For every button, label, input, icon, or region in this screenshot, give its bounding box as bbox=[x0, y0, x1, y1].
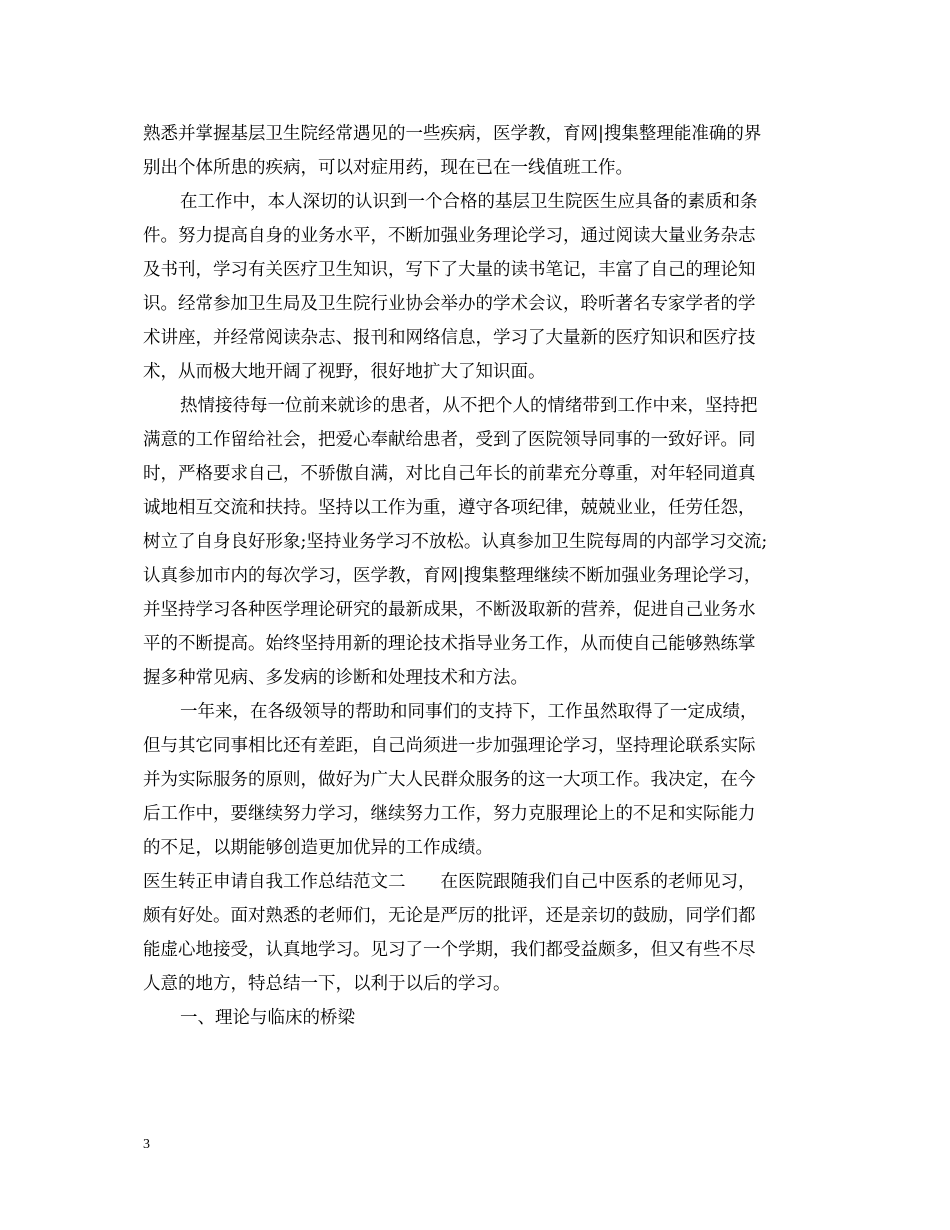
text-line: 的不足，以期能够创造更加优异的工作成绩。 bbox=[143, 838, 493, 858]
text-line: 识。经常参加卫生局及卫生院行业协会举办的学术会议，聆听著名专家学者的学 bbox=[143, 294, 756, 314]
document-body bbox=[143, 117, 809, 1035]
paragraph-start-line: 在工作中，本人深切的认识到一个合格的基层卫生院医生应具备的素质和条 bbox=[180, 192, 758, 212]
paragraph-start-line: 一年来，在各级领导的帮助和同事们的支持下，工作虽然取得了一定成绩， bbox=[180, 702, 758, 722]
text-line: 别出个体所患的疾病，可以对症用药，现在已在一线值班工作。 bbox=[143, 158, 633, 178]
text-line: 熟悉并掌握基层卫生院经常遇见的一些疾病，医学教，育网|搜集整理能准确的界 bbox=[143, 124, 762, 144]
text-line: 平的不断提高。始终坚持用新的理论技术指导业务工作，从而使自己能够熟练掌 bbox=[143, 634, 756, 654]
text-line: 人意的地方，特总结一下，以利于以后的学习。 bbox=[143, 974, 511, 994]
text-line: 并为实际服务的原则，做好为广大人民群众服务的这一大项工作。我决定，在今 bbox=[143, 770, 756, 790]
text-line: 时，严格要求自己，不骄傲自满，对比自己年长的前辈充分尊重，对年轻同道真 bbox=[143, 464, 756, 484]
text-line: 认真参加市内的每次学习，医学教，育网|搜集整理继续不断加强业务理论学习， bbox=[143, 566, 762, 586]
section-heading: 一、理论与临床的桥梁 bbox=[180, 1008, 355, 1028]
text-line: 术，从而极大地开阔了视野，很好地扩大了知识面。 bbox=[143, 362, 546, 382]
text-line: 并坚持学习各种医学理论研究的最新成果，不断汲取新的营养，促进自己业务水 bbox=[143, 600, 756, 620]
text-line: 诚地相互交流和扶持。坚持以工作为重，遵守各项纪律，兢兢业业，任劳任怨， bbox=[143, 498, 756, 518]
text-line: 握多种常见病、多发病的诊断和处理技术和方法。 bbox=[143, 668, 528, 688]
text-line: 后工作中，要继续努力学习，继续努力工作，努力克服理论上的不足和实际能力 bbox=[143, 804, 756, 824]
text-line: 满意的工作留给社会，把爱心奉献给患者，受到了医院领导同事的一致好评。同 bbox=[143, 430, 756, 450]
text-line: 但与其它同事相比还有差距，自己尚须进一步加强理论学习，坚持理论联系实际 bbox=[143, 736, 756, 756]
page-number: 3 bbox=[143, 1137, 150, 1152]
section-title-line: 医生转正申请自我工作总结范文二 在医院跟随我们自己中医系的老师见习， bbox=[143, 872, 756, 892]
text-line: 件。努力提高自身的业务水平，不断加强业务理论学习，通过阅读大量业务杂志 bbox=[143, 226, 756, 246]
text-line: 及书刊，学习有关医疗卫生知识，写下了大量的读书笔记，丰富了自己的理论知 bbox=[143, 260, 756, 280]
text-line: 颇有好处。面对熟悉的老师们，无论是严厉的批评，还是亲切的鼓励，同学们都 bbox=[143, 906, 756, 926]
paragraph-start-line: 热情接待每一位前来就诊的患者，从不把个人的情绪带到工作中来，坚持把 bbox=[180, 396, 758, 416]
text-line: 树立了自身良好形象;坚持业务学习不放松。认真参加卫生院每周的内部学习交流; bbox=[143, 532, 768, 552]
text-line: 术讲座，并经常阅读杂志、报刊和网络信息，学习了大量新的医疗知识和医疗技 bbox=[143, 328, 756, 348]
text-line: 能虚心地接受，认真地学习。见习了一个学期，我们都受益颇多，但又有些不尽 bbox=[143, 940, 756, 960]
